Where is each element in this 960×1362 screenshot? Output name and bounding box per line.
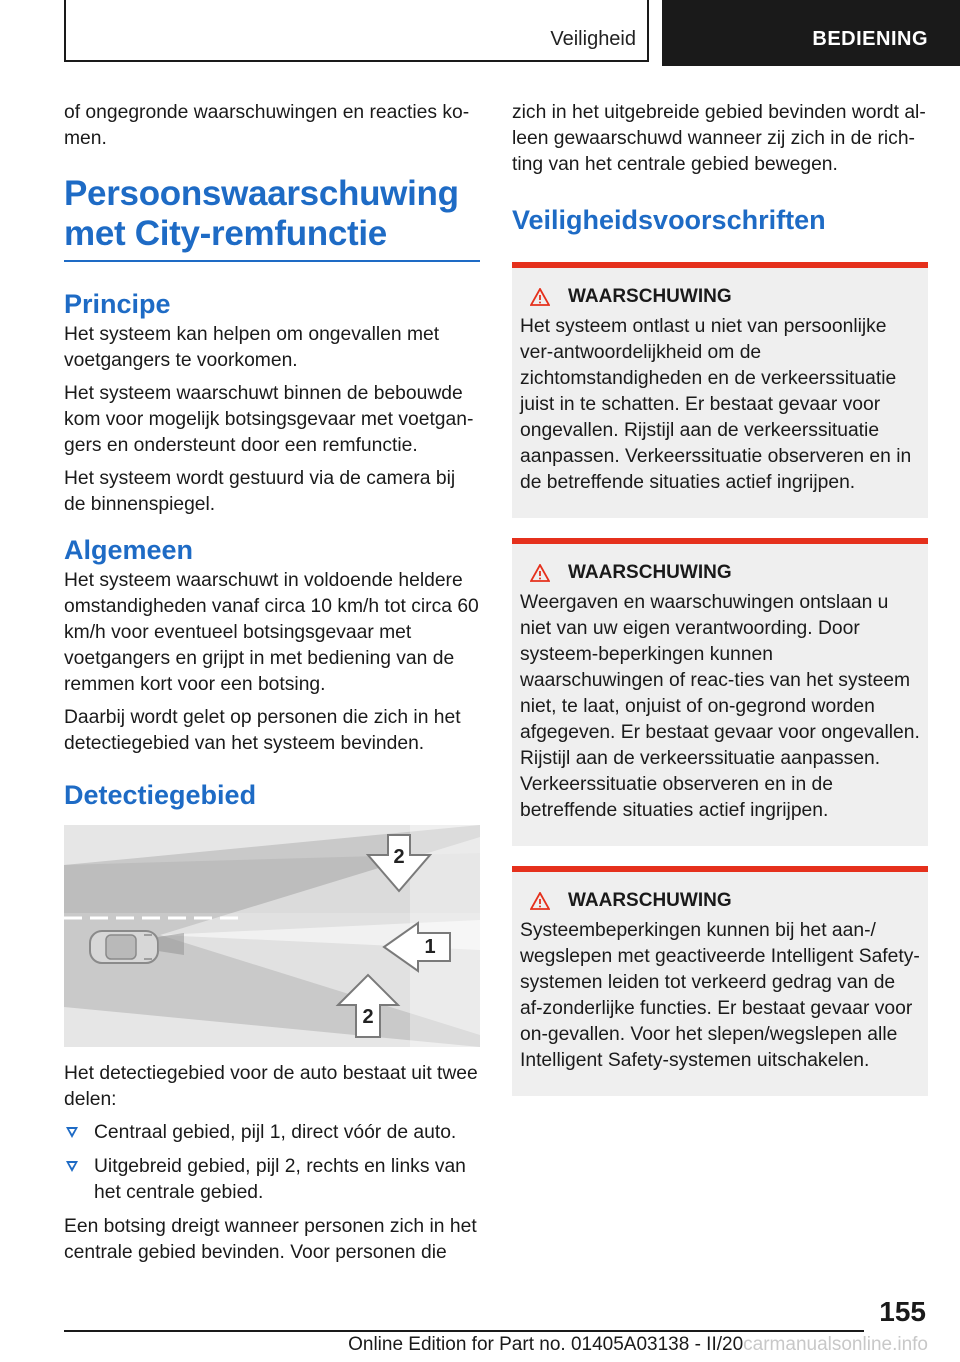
warning-triangle-icon (530, 288, 550, 306)
footer-divider (64, 1330, 864, 1332)
car-icon (90, 931, 158, 963)
warning-title: WAARSCHUWING (520, 286, 920, 308)
warning-text: Weergaven en waarschuwingen ontslaan u niet van uw eigen verantwoording. Door systeem-beperkingen kunnen waarschuwingen of reac-ties van het systeem niet, te laat, onjuist of on-gegrond worden afgegeven. Er bestaat gevaar voor ongevallen. Rijstijl aan de verkeerssituatie aanpassen. Verkeerssituatie observeren en in de betreffende situaties actief ingrijpen. (520, 592, 920, 821)
warning-title: WAARSCHUWING (520, 890, 920, 912)
page-number: 155 (879, 1296, 926, 1327)
principe-paragraph-1: Het systeem kan helpen om ongevallen met voetgangers te voorkomen. (64, 324, 440, 371)
triangle-bullet-icon (66, 1127, 78, 1138)
detectie-list (64, 1120, 480, 1206)
warning-box (512, 866, 928, 1096)
svg-text:2: 2 (362, 1006, 374, 1028)
svg-text:1: 1 (424, 936, 436, 958)
algemeen-paragraph-2: Daarbij wordt gelet op personen die zich in het detectiegebied van het systeem bevinden. (64, 707, 461, 754)
warning-box (512, 538, 928, 846)
header-section-title: Veiligheid (550, 28, 636, 50)
detectie-intro: Het detectiegebied voor de auto bestaat uit twee delen: (64, 1063, 478, 1110)
svg-text:2: 2 (393, 846, 405, 868)
intro-continuation: of ongegronde waarschuwingen en reacties ko- men. (64, 102, 470, 149)
heading-principe: Principe (64, 289, 171, 319)
heading-veiligheidsvoorschriften: Veiligheidsvoorschriften (512, 205, 826, 235)
footer-edition (348, 1334, 928, 1356)
left-column (64, 100, 480, 1273)
heading-detectiegebied: Detectiegebied (64, 780, 257, 810)
list-item: Centraal gebied, pijl 1, direct vóór de auto. (64, 1120, 480, 1146)
principe-paragraph-3: Het systeem wordt gestuurd via de camera bij de binnenspiegel. (64, 468, 456, 515)
heading-algemeen: Algemeen (64, 535, 194, 565)
header-chapter-label: BEDIENING (812, 28, 928, 50)
algemeen-paragraph-1: Het systeem waarschuwt in voldoende heldere omstandigheden vanaf circa 10 km/h tot circa 60 km/h voor eventueel botsingsgevaar met voetgangers en grijpt in met bediening van de remmen kort voor een botsing. (64, 570, 479, 695)
detectie-outro: Een botsing dreigt wanneer personen zich in het centrale gebied bevinden. Voor personen die (64, 1216, 477, 1263)
principe-paragraph-2: Het systeem waarschuwt binnen de bebouwde kom voor mogelijk botsingsgevaar met voetgan-gers en ondersteunt door een remfunctie. (64, 383, 474, 456)
warning-triangle-icon (530, 892, 550, 910)
header-chapter-tab (662, 0, 960, 66)
right-column (512, 100, 928, 1116)
detection-area-figure (64, 825, 480, 1047)
warning-triangle-icon (530, 564, 550, 582)
section-title: Persoonswaarschuwing met City-remfunctie (64, 174, 480, 262)
right-intro: zich in het uitgebreide gebied bevinden wordt al-leen gewaarschuwd wanneer zij zich in de rich-ting van het centrale gebied bewegen. (512, 102, 926, 175)
watermark: carmanualsonline.info (743, 1334, 928, 1355)
edition-label: Online Edition for Part no. 01405A03138 - II/20 (348, 1334, 744, 1355)
page-header (0, 0, 960, 66)
list-item: Uitgebreid gebied, pijl 2, rechts en links van het centrale gebied. (64, 1154, 480, 1206)
warning-title: WAARSCHUWING (520, 562, 920, 584)
warning-box (512, 262, 928, 518)
triangle-bullet-icon (66, 1161, 78, 1172)
warning-text: Het systeem ontlast u niet van persoonlijke ver-antwoordelijkheid om de zichtomstandigheden en de verkeerssituatie juist in te schatten. Er bestaat gevaar voor ongevallen. Rijstijl aan de verkeerssituatie aanpassen. Verkeerssituatie observeren en in de betreffende situaties actief ingrijpen. (520, 316, 912, 493)
warning-text: Systeembeperkingen kunnen bij het aan-/ wegslepen met geactiveerde Intelligent Safety-systemen leiden tot verkeerd gedrag van de af-zonderlijke functies. Er bestaat gevaar voor on-gevallen. Voor het slepen/wegslepen alle Intelligent Safety-systemen uitschakelen. (520, 920, 920, 1071)
